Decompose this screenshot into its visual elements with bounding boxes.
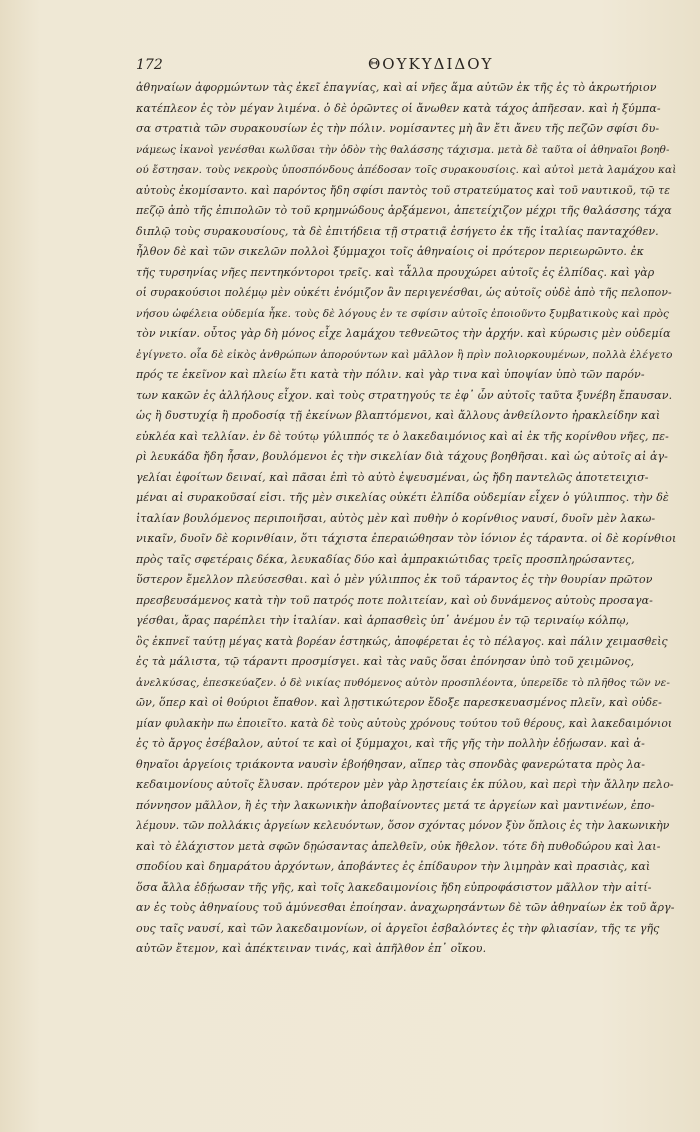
text-line: ους ταῖς ναυσί, καὶ τῶν λακεδαιμονίων, οἱ ἀργεῖοι ἐσβαλόντες ἐς τὴν φλιασίαν, τῆς τε γῆς [136, 921, 660, 935]
text-line: διπλῷ τοὺς συρακουσίους, τὰ δὲ ἐπιτήδεια τῇ στρατιᾷ ἐσήγετο ἐκ τῆς ἰταλίας πανταχόθεν. [136, 224, 659, 238]
text-line: ἰταλίαν βουλόμενος περιποιῆσαι, αὐτὸς μὲν καὶ πυθὴν ὁ κορίνθιος ναυσί, δυοῖν μὲν λακω- [136, 511, 656, 525]
text-line: ἦλθον δὲ καὶ τῶν σικελῶν πολλοὶ ξύμμαχοι τοῖς ἀθηναίοις οἱ πρότερον περιεωρῶντο. ἐκ [136, 245, 644, 258]
text-line: πρεσβευσάμενος κατὰ τὴν τοῦ πατρός ποτε πολιτείαν, καὶ οὐ δυνάμενος αὐτοὺς προσαγα- [136, 593, 653, 607]
text-line: ῶν, ὅπερ καὶ οἱ θούριοι ἔπαθον. καὶ λῃστικώτερον ἔδοξε παρεσκευασμένος πλεῖν, καὶ οὐδε- [136, 696, 662, 709]
text-line: πρὸς ταῖς σφετέραις δέκα, λευκαδίας δύο καὶ ἀμπρακιώτιδας τρεῖς προσπληρώσαντες, [136, 552, 635, 566]
text-line: αὐτοὺς ἐκομίσαντο. καὶ παρόντος ἤδη σφίσι παντὸς τοῦ στρατεύματος καὶ τοῦ ναυτικοῦ, τῷ τε [136, 183, 671, 197]
running-head: ΘΟΥΚΥΔΙΔΟΥ [368, 55, 494, 73]
text-line: ὡς ἢ δυστυχίᾳ ἢ προδοσίᾳ τῇ ἐκείνων βλαπτόμενοι, καὶ ἄλλους ἀνθείλοντο ἡρακλείδην καὶ [136, 409, 661, 422]
text-line: ὃς ἐκπνεῖ ταύτῃ μέγας κατὰ βορέαν ἑστηκώς, ἀποφέρεται ἐς τὸ πέλαγος. καὶ πάλιν χειμασθεὶς [136, 634, 668, 648]
page-number: 172 [136, 57, 163, 73]
text-line: εὐκλέα καὶ τελλίαν. ἐν δὲ τούτῳ γύλιππός τε ὁ λακεδαιμόνιος καὶ αἱ ἐκ τῆς κορίνθου νῆες, πε- [136, 429, 669, 443]
text-line: ρὶ λευκάδα ἤδη ἦσαν, βουλόμενοι ἐς τὴν σικελίαν διὰ τάχους βοηθῆσαι. καὶ ὡς αὐτοῖς αἱ ἀγ- [136, 450, 668, 463]
text-line: πρός τε ἐκεῖνον καὶ πλείω ἔτι κατὰ τὴν πόλιν. καὶ γὰρ τινα καὶ ὑποψίαν ὑπὸ τῶν παρόν- [136, 368, 645, 381]
text-line: κεδαιμονίους αὐτοῖς ἔλυσαν. πρότερον μὲν γὰρ λῃστείαις ἐκ πύλου, καὶ περὶ τὴν ἄλλην πελο- [136, 778, 674, 791]
text-line: κατέπλεον ἐς τὸν μέγαν λιμένα. ὁ δὲ ὁρῶντες οἱ ἄνωθεν κατὰ τάχος ἀπῆεσαν. καὶ ἡ ξύμπα- [136, 101, 661, 115]
text-line: λέμουν. τῶν πολλάκις ἀργείων κελευόντων, ὅσον σχόντας μόνον ξὺν ὅπλοις ἐς τὴν λακωνικὴν [136, 819, 670, 832]
text-line: καὶ τὸ ἐλάχιστον μετὰ σφῶν δῃώσαντας ἀπελθεῖν, οὐκ ἤθελον. τότε δὴ πυθοδώρου καὶ λαι- [136, 839, 661, 853]
text-line: σποδίου καὶ δημαράτου ἀρχόντων, ἀποβάντες ἐς ἐπίδαυρον τὴν λιμηρὰν καὶ πρασιὰς, καὶ [136, 860, 651, 873]
text-line: μίαν φυλακὴν πω ἐποιεῖτο. κατὰ δὲ τοὺς αὐτοὺς χρόνους τούτου τοῦ θέρους, καὶ λακεδαιμόνιοι [136, 716, 673, 730]
text-line: ὕστερον ἔμελλον πλεύσεσθαι. καὶ ὁ μὲν γύλιππος ἐκ τοῦ τάραντος ἐς τὴν θουρίαν πρῶτον [136, 573, 653, 586]
text-line: ἐς τὸ ἄργος ἐσέβαλον, αὐτοί τε καὶ οἱ ξύμμαχοι, καὶ τῆς γῆς τὴν πολλὴν ἐδῄωσαν. καὶ ἀ- [136, 737, 645, 750]
text-line: ὅσα ἄλλα ἐδῄωσαν τῆς γῆς, καὶ τοῖς λακεδαιμονίοις ἤδη εὐπροφάσιστον μᾶλλον τὴν αἰτί- [136, 880, 652, 894]
text-line: πεζῷ ἀπὸ τῆς ἐπιπολῶν τὸ τοῦ κρημνώδους ἀρξάμενοι, ἀπετείχιζον μέχρι τῆς θαλάσσης τάχα [136, 204, 672, 217]
text-line: μέναι αἱ συρακοῦσαί εἰσι. τῆς μὲν σικελίας οὐκέτι ἐλπίδα οὐδεμίαν εἶχεν ὁ γύλιππος. τὴν δὲ [136, 491, 669, 504]
text-line: ἐγίγνετο. οἷα δὲ εἰκὸς ἀνθρώπων ἀπορούντων καὶ μᾶλλον ἢ πρὶν πολιορκουμένων, πολλὰ ἐλέγετο [136, 348, 673, 361]
text-line: τῆς τυρσηνίας νῆες πεντηκόντοροι τρεῖς. καὶ τἆλλα προυχώρει αὐτοῖς ἐς ἐλπίδας. καὶ γὰρ [136, 265, 655, 279]
text-line: νήσου ὠφέλεια οὐδεμία ἧκε. τοὺς δὲ λόγους ἐν τε σφίσιν αὐτοῖς ἐποιοῦντο ξυμβατικοὺς καὶ πρὸς [136, 307, 670, 320]
text-line: θηναῖοι ἀργείοις τριάκοντα ναυσὶν ἐβοήθησαν, αἵπερ τὰς σπονδὰς φανερώτατα πρὸς λα- [136, 757, 646, 771]
text-line: ού ἔστησαν. τοὺς νεκροὺς ὑποσπόνδους ἀπέδοσαν τοῖς συρακουσίοις. καὶ αὐτοὶ μετὰ λαμάχου καὶ [136, 164, 676, 176]
text-line: ἀθηναίων ἀφορμώντων τὰς ἐκεῖ ἐπαγνίας, καὶ αἱ νῆες ἅμα αὐτῶν ἐκ τῆς ἐς τὸ ἀκρωτήριον [136, 81, 657, 94]
text-line: οἱ συρακούσιοι πολέμῳ μὲν οὐκέτι ἐνόμιζον ἂν περιγενέσθαι, ὡς αὐτοῖς οὐδὲ ἀπὸ τῆς πελοπον- [136, 286, 672, 299]
page-header [136, 55, 676, 77]
body-text [136, 78, 676, 960]
text-line: αν ἐς τοὺς ἀθηναίους τοῦ ἀμύνεσθαι ἐποίησαν. ἀναχωρησάντων δὲ τῶν ἀθηναίων ἐκ τοῦ ἄργ- [136, 901, 675, 914]
text-line: των κακῶν ἐς ἀλλήλους εἶχον. καὶ τοὺς στρατηγούς τε ἐφ᾽ ὧν αὐτοῖς ταῦτα ξυνέβη ἔπαυσαν. [136, 388, 673, 402]
text-line: νικαῖν, δυοῖν δὲ κορινθίαιν, ὅτι τάχιστα ἐπεραιώθησαν τὸν ἰόνιον ἐς τάραντα. οἱ δὲ κορίνθιοι [136, 532, 676, 545]
text-line: τὸν νικίαν. οὗτος γὰρ δὴ μόνος εἶχε λαμάχου τεθνεῶτος τὴν ἀρχήν. καὶ κύρωσις μὲν οὐδεμία [136, 327, 671, 340]
text-line: πόννησον μᾶλλον, ἢ ἐς τὴν λακωνικὴν ἀποβαίνοντες μετά τε ἀργείων καὶ μαντινέων, ἐπο- [136, 798, 655, 812]
text-line: γέσθαι, ἄρας παρέπλει τὴν ἰταλίαν. καὶ ἁρπασθεὶς ὑπ᾽ ἀνέμου ἐν τῷ τεριναίῳ κόλπῳ, [136, 614, 630, 627]
text-line: ἀνελκύσας, ἐπεσκεύαζεν. ὁ δὲ νικίας πυθόμενος αὐτὸν προσπλέοντα, ὑπερεῖδε τὸ πλῆθος τῶν νε- [136, 676, 671, 689]
text-line: γελίαι ἐφοίτων δειναί, καὶ πᾶσαι ἐπὶ τὸ αὐτὸ ἐψευσμέναι, ὡς ἤδη παντελῶς ἀποτετειχισ- [136, 470, 649, 484]
text-line: αὐτῶν ἔτεμον, καὶ ἀπέκτειναν τινάς, καὶ ἀπῆλθον ἐπ᾽ οἴκου. [136, 942, 487, 955]
text-line: σα στρατιὰ τῶν συρακουσίων ἐς τὴν πόλιν. νομίσαντες μὴ ἂν ἔτι ἄνευ τῆς πεζῶν σφίσι δυ- [136, 122, 660, 135]
text-line: νάμεως ἱκανοὶ γενέσθαι κωλῦσαι τὴν ὁδὸν τὴς θαλάσσης τάχισμα. μετὰ δὲ ταῦτα οἱ ἀθηναῖοι βοηθ- [136, 143, 670, 156]
text-line: ἐς τὰ μάλιστα, τῷ τάραντι προσμίσγει. καὶ τὰς ναῦς ὅσαι ἐπόνησαν ὑπὸ τοῦ χειμῶνος, [136, 655, 635, 668]
